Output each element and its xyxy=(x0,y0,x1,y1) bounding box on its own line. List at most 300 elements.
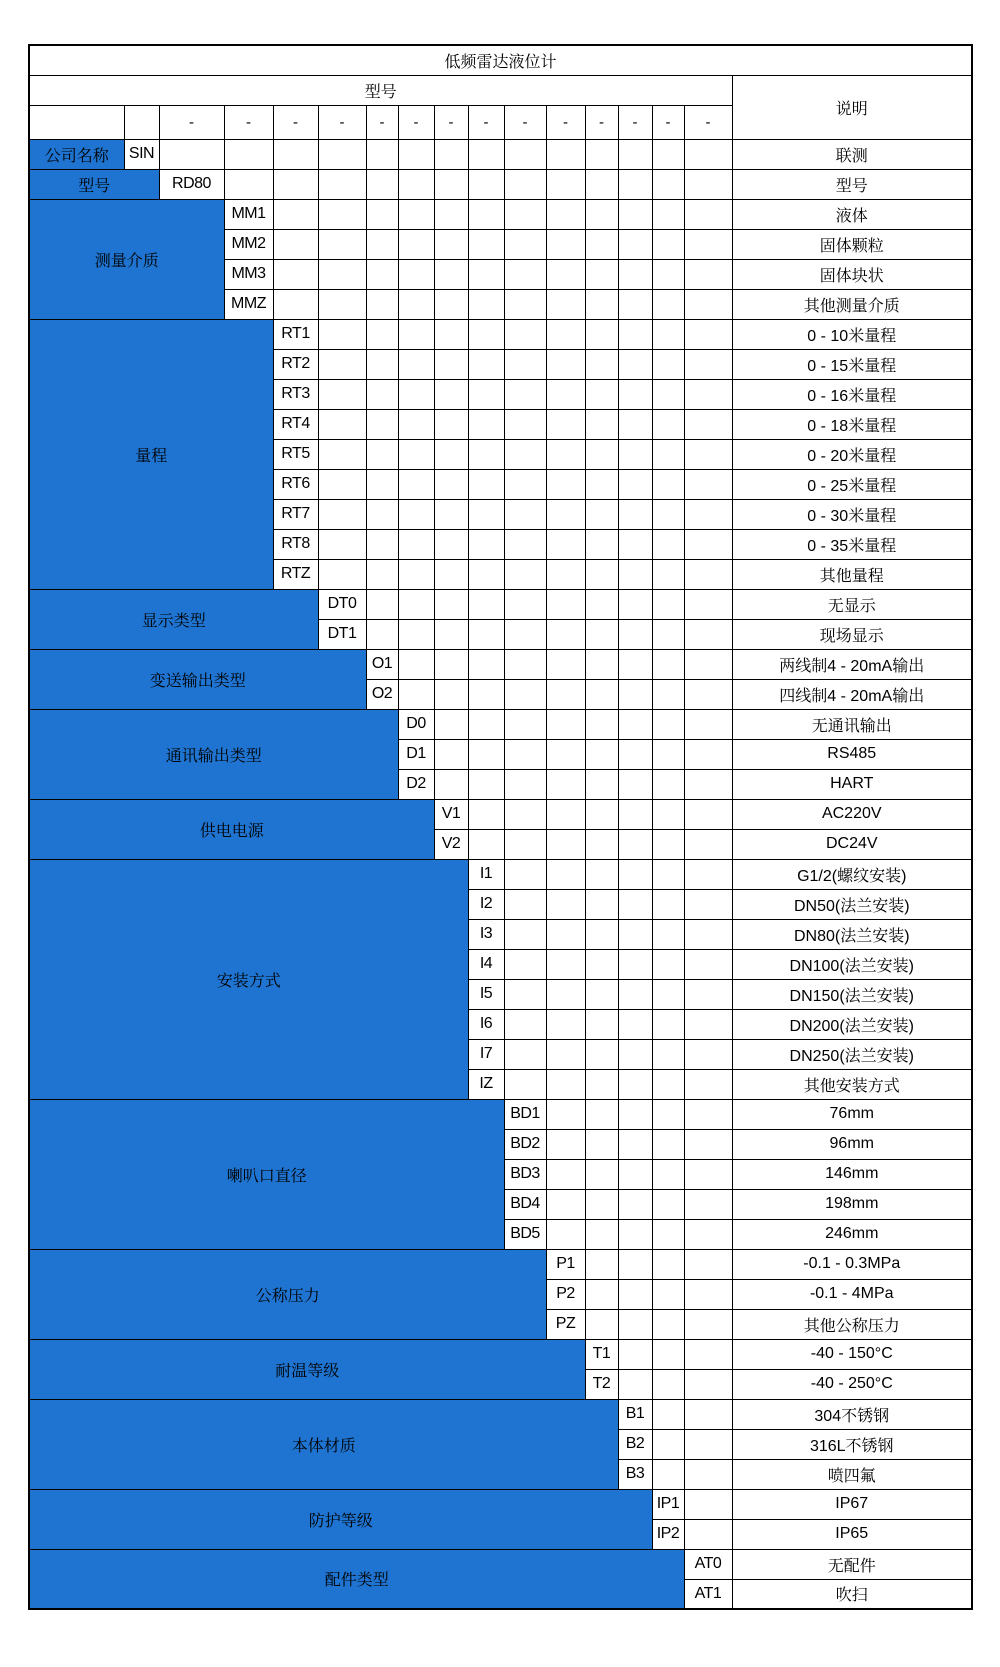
grid-cell xyxy=(684,1009,732,1039)
grid-cell xyxy=(504,259,546,289)
grid-cell xyxy=(546,1069,585,1099)
grid-cell xyxy=(504,799,546,829)
grid-cell xyxy=(684,319,732,349)
model-header: 型号 xyxy=(29,75,732,105)
grid-cell xyxy=(684,1429,732,1459)
grid-cell xyxy=(318,439,366,469)
table-row xyxy=(29,1099,972,1129)
grid-cell xyxy=(618,1279,652,1309)
description-header: 说明 xyxy=(732,75,972,139)
description-cell: 四线制4 - 20mA输出 xyxy=(732,679,972,709)
grid-cell xyxy=(618,589,652,619)
table-row xyxy=(29,1489,972,1519)
grid-cell xyxy=(468,379,504,409)
grid-cell xyxy=(504,529,546,559)
grid-cell xyxy=(585,1279,618,1309)
grid-cell xyxy=(398,619,434,649)
grid-cell xyxy=(585,229,618,259)
description-cell: 固体块状 xyxy=(732,259,972,289)
grid-cell xyxy=(468,529,504,559)
grid-cell xyxy=(684,1159,732,1189)
grid-cell xyxy=(434,409,468,439)
code-cell: I7 xyxy=(468,1039,504,1069)
grid-cell xyxy=(504,229,546,259)
description-cell: RS485 xyxy=(732,739,972,769)
grid-cell xyxy=(618,199,652,229)
grid-cell xyxy=(585,559,618,589)
grid-cell xyxy=(618,1219,652,1249)
grid-cell xyxy=(684,679,732,709)
grid-cell xyxy=(585,469,618,499)
grid-cell xyxy=(546,529,585,559)
description-cell: -40 - 250°C xyxy=(732,1369,972,1399)
grid-cell xyxy=(652,289,684,319)
grid-cell xyxy=(366,229,398,259)
grid-cell xyxy=(585,919,618,949)
grid-cell xyxy=(684,289,732,319)
grid-cell xyxy=(468,679,504,709)
code-cell: D2 xyxy=(398,769,434,799)
code-cell: I1 xyxy=(468,859,504,889)
grid-cell xyxy=(618,139,652,169)
grid-cell xyxy=(546,649,585,679)
description-cell: 316L不锈钢 xyxy=(732,1429,972,1459)
table-row xyxy=(29,799,972,829)
grid-cell xyxy=(468,439,504,469)
dash-cell: - xyxy=(159,105,224,139)
grid-cell xyxy=(546,1219,585,1249)
description-cell: DC24V xyxy=(732,829,972,859)
code-cell: D1 xyxy=(398,739,434,769)
grid-cell xyxy=(546,1159,585,1189)
grid-cell xyxy=(618,619,652,649)
grid-cell xyxy=(318,559,366,589)
code-cell: RT8 xyxy=(273,529,318,559)
description-cell: 无配件 xyxy=(732,1549,972,1579)
grid-cell xyxy=(434,259,468,289)
dash-cell: - xyxy=(684,105,732,139)
description-cell: 0 - 20米量程 xyxy=(732,439,972,469)
grid-cell xyxy=(684,709,732,739)
code-cell: IP2 xyxy=(652,1519,684,1549)
table-row xyxy=(29,139,972,169)
section-label: 量程 xyxy=(29,319,273,589)
grid-cell xyxy=(468,559,504,589)
model-header-row xyxy=(29,75,972,105)
grid-cell xyxy=(398,199,434,229)
description-cell: 液体 xyxy=(732,199,972,229)
dash-cell: - xyxy=(618,105,652,139)
description-cell: 76mm xyxy=(732,1099,972,1129)
code-cell: MMZ xyxy=(224,289,273,319)
grid-cell xyxy=(618,1069,652,1099)
dash-empty-cell xyxy=(29,105,124,139)
grid-cell xyxy=(398,529,434,559)
grid-cell xyxy=(546,949,585,979)
table-row xyxy=(29,1549,972,1579)
grid-cell xyxy=(618,559,652,589)
table-row xyxy=(29,709,972,739)
grid-cell xyxy=(366,619,398,649)
grid-cell xyxy=(434,739,468,769)
code-cell: RD80 xyxy=(159,169,224,199)
code-cell: T1 xyxy=(585,1339,618,1369)
grid-cell xyxy=(224,169,273,199)
dash-cell: - xyxy=(652,105,684,139)
grid-cell xyxy=(585,319,618,349)
grid-cell xyxy=(546,739,585,769)
grid-cell xyxy=(546,1189,585,1219)
grid-cell xyxy=(504,649,546,679)
grid-cell xyxy=(468,349,504,379)
grid-cell xyxy=(585,1069,618,1099)
grid-cell xyxy=(546,589,585,619)
grid-cell xyxy=(652,1459,684,1489)
description-cell: 0 - 30米量程 xyxy=(732,499,972,529)
grid-cell xyxy=(684,859,732,889)
grid-cell xyxy=(504,979,546,1009)
grid-cell xyxy=(398,139,434,169)
grid-cell xyxy=(318,229,366,259)
grid-cell xyxy=(434,349,468,379)
code-cell: I2 xyxy=(468,889,504,919)
grid-cell xyxy=(618,829,652,859)
grid-cell xyxy=(366,319,398,349)
description-cell: 联测 xyxy=(732,139,972,169)
grid-cell xyxy=(366,169,398,199)
grid-cell xyxy=(684,559,732,589)
grid-cell xyxy=(434,289,468,319)
grid-cell xyxy=(684,1099,732,1129)
code-cell: MM1 xyxy=(224,199,273,229)
grid-cell xyxy=(618,409,652,439)
grid-cell xyxy=(585,679,618,709)
grid-cell xyxy=(585,829,618,859)
grid-cell xyxy=(618,1129,652,1159)
grid-cell xyxy=(652,709,684,739)
section-label: 公司名称 xyxy=(29,139,124,169)
code-cell: BD4 xyxy=(504,1189,546,1219)
section-label: 安装方式 xyxy=(29,859,468,1099)
grid-cell xyxy=(273,139,318,169)
grid-cell xyxy=(618,739,652,769)
grid-cell xyxy=(652,949,684,979)
grid-cell xyxy=(546,229,585,259)
description-cell: 0 - 16米量程 xyxy=(732,379,972,409)
grid-cell xyxy=(468,829,504,859)
grid-cell xyxy=(504,739,546,769)
grid-cell xyxy=(618,229,652,259)
grid-cell xyxy=(546,829,585,859)
code-cell: P1 xyxy=(546,1249,585,1279)
grid-cell xyxy=(684,259,732,289)
grid-cell xyxy=(652,679,684,709)
grid-cell xyxy=(468,619,504,649)
grid-cell xyxy=(434,439,468,469)
grid-cell xyxy=(468,769,504,799)
grid-cell xyxy=(652,379,684,409)
table-row xyxy=(29,199,972,229)
grid-cell xyxy=(684,529,732,559)
grid-cell xyxy=(652,409,684,439)
grid-cell xyxy=(585,1309,618,1339)
grid-cell xyxy=(684,439,732,469)
grid-cell xyxy=(546,289,585,319)
code-cell: I5 xyxy=(468,979,504,1009)
description-cell: 146mm xyxy=(732,1159,972,1189)
grid-cell xyxy=(684,1369,732,1399)
code-cell: V2 xyxy=(434,829,468,859)
grid-cell xyxy=(504,709,546,739)
code-cell: IZ xyxy=(468,1069,504,1099)
grid-cell xyxy=(468,649,504,679)
code-cell: I4 xyxy=(468,949,504,979)
grid-cell xyxy=(546,799,585,829)
grid-cell xyxy=(468,739,504,769)
code-cell: O1 xyxy=(366,649,398,679)
grid-cell xyxy=(546,559,585,589)
grid-cell xyxy=(318,499,366,529)
grid-cell xyxy=(504,169,546,199)
grid-cell xyxy=(618,499,652,529)
grid-cell xyxy=(618,919,652,949)
grid-cell xyxy=(585,949,618,979)
section-label: 型号 xyxy=(29,169,159,199)
grid-cell xyxy=(504,859,546,889)
grid-cell xyxy=(585,769,618,799)
grid-cell xyxy=(618,1339,652,1369)
grid-cell xyxy=(652,649,684,679)
grid-cell xyxy=(652,799,684,829)
grid-cell xyxy=(318,169,366,199)
grid-cell xyxy=(398,169,434,199)
grid-cell xyxy=(684,1339,732,1369)
grid-cell xyxy=(546,139,585,169)
grid-cell xyxy=(652,1399,684,1429)
grid-cell xyxy=(504,499,546,529)
description-cell: 其他公称压力 xyxy=(732,1309,972,1339)
code-cell: AT1 xyxy=(684,1579,732,1609)
code-cell: RT7 xyxy=(273,499,318,529)
grid-cell xyxy=(652,1429,684,1459)
grid-cell xyxy=(585,799,618,829)
grid-cell xyxy=(468,409,504,439)
description-cell: 无显示 xyxy=(732,589,972,619)
code-cell: SIN xyxy=(124,139,159,169)
grid-cell xyxy=(684,409,732,439)
grid-cell xyxy=(684,1309,732,1339)
grid-cell xyxy=(398,499,434,529)
grid-cell xyxy=(618,469,652,499)
grid-cell xyxy=(618,709,652,739)
grid-cell xyxy=(618,979,652,1009)
grid-cell xyxy=(684,1519,732,1549)
grid-cell xyxy=(504,619,546,649)
grid-cell xyxy=(618,1189,652,1219)
grid-cell xyxy=(366,139,398,169)
code-cell: IP1 xyxy=(652,1489,684,1519)
section-label: 公称压力 xyxy=(29,1249,546,1339)
grid-cell xyxy=(504,1069,546,1099)
grid-cell xyxy=(318,259,366,289)
grid-cell xyxy=(546,259,585,289)
grid-cell xyxy=(398,469,434,499)
section-label: 喇叭口直径 xyxy=(29,1099,504,1249)
grid-cell xyxy=(652,439,684,469)
grid-cell xyxy=(684,229,732,259)
section-label: 耐温等级 xyxy=(29,1339,585,1399)
grid-cell xyxy=(546,889,585,919)
description-cell: DN250(法兰安装) xyxy=(732,1039,972,1069)
grid-cell xyxy=(652,169,684,199)
grid-cell xyxy=(434,499,468,529)
grid-cell xyxy=(434,139,468,169)
grid-cell xyxy=(684,1489,732,1519)
grid-cell xyxy=(684,1399,732,1429)
code-cell: BD3 xyxy=(504,1159,546,1189)
section-label: 测量介质 xyxy=(29,199,224,319)
grid-cell xyxy=(684,649,732,679)
grid-cell xyxy=(546,169,585,199)
code-cell: RT1 xyxy=(273,319,318,349)
grid-cell xyxy=(366,259,398,289)
grid-cell xyxy=(618,649,652,679)
grid-cell xyxy=(618,1249,652,1279)
code-cell: BD2 xyxy=(504,1129,546,1159)
description-cell: -0.1 - 0.3MPa xyxy=(732,1249,972,1279)
grid-cell xyxy=(652,1279,684,1309)
grid-cell xyxy=(618,529,652,559)
grid-cell xyxy=(366,199,398,229)
grid-cell xyxy=(434,229,468,259)
grid-cell xyxy=(159,139,224,169)
grid-cell xyxy=(398,259,434,289)
grid-cell xyxy=(618,439,652,469)
dash-cell: - xyxy=(224,105,273,139)
dash-cell: - xyxy=(585,105,618,139)
description-cell: 现场显示 xyxy=(732,619,972,649)
code-cell: MM2 xyxy=(224,229,273,259)
grid-cell xyxy=(546,769,585,799)
grid-cell xyxy=(366,349,398,379)
grid-cell xyxy=(652,529,684,559)
grid-cell xyxy=(618,1039,652,1069)
grid-cell xyxy=(504,319,546,349)
dash-cell: - xyxy=(318,105,366,139)
description-cell: 246mm xyxy=(732,1219,972,1249)
grid-cell xyxy=(618,1309,652,1339)
code-cell: T2 xyxy=(585,1369,618,1399)
grid-cell xyxy=(504,769,546,799)
grid-cell xyxy=(585,1099,618,1129)
section-label: 显示类型 xyxy=(29,589,318,649)
grid-cell xyxy=(652,319,684,349)
code-cell: RT4 xyxy=(273,409,318,439)
table-row xyxy=(29,319,972,349)
grid-cell xyxy=(585,1219,618,1249)
description-cell: 96mm xyxy=(732,1129,972,1159)
grid-cell xyxy=(684,979,732,1009)
dash-cell: - xyxy=(398,105,434,139)
grid-cell xyxy=(585,199,618,229)
grid-cell xyxy=(318,469,366,499)
grid-cell xyxy=(318,139,366,169)
grid-cell xyxy=(504,589,546,619)
grid-cell xyxy=(318,349,366,379)
grid-cell xyxy=(398,649,434,679)
grid-cell xyxy=(546,619,585,649)
grid-cell xyxy=(434,319,468,349)
grid-cell xyxy=(468,229,504,259)
grid-cell xyxy=(618,349,652,379)
grid-cell xyxy=(684,1219,732,1249)
code-cell: I3 xyxy=(468,919,504,949)
grid-cell xyxy=(618,859,652,889)
description-cell: DN200(法兰安装) xyxy=(732,1009,972,1039)
description-cell: 其他测量介质 xyxy=(732,289,972,319)
grid-cell xyxy=(468,199,504,229)
grid-cell xyxy=(585,619,618,649)
dash-cell: - xyxy=(468,105,504,139)
grid-cell xyxy=(398,679,434,709)
grid-cell xyxy=(504,139,546,169)
grid-cell xyxy=(366,499,398,529)
grid-cell xyxy=(504,289,546,319)
grid-cell xyxy=(652,769,684,799)
grid-cell xyxy=(585,979,618,1009)
description-cell: 固体颗粒 xyxy=(732,229,972,259)
grid-cell xyxy=(585,649,618,679)
grid-cell xyxy=(366,289,398,319)
grid-cell xyxy=(585,739,618,769)
description-cell: -0.1 - 4MPa xyxy=(732,1279,972,1309)
grid-cell xyxy=(618,289,652,319)
grid-cell xyxy=(684,889,732,919)
description-cell: 198mm xyxy=(732,1189,972,1219)
grid-cell xyxy=(273,169,318,199)
section-label: 通讯输出类型 xyxy=(29,709,398,799)
grid-cell xyxy=(585,439,618,469)
grid-cell xyxy=(504,949,546,979)
grid-cell xyxy=(585,289,618,319)
grid-cell xyxy=(546,199,585,229)
grid-cell xyxy=(585,889,618,919)
grid-cell xyxy=(618,799,652,829)
grid-cell xyxy=(546,859,585,889)
grid-cell xyxy=(684,1279,732,1309)
grid-cell xyxy=(504,379,546,409)
dash-cell: - xyxy=(504,105,546,139)
grid-cell xyxy=(504,1009,546,1039)
code-cell: RT6 xyxy=(273,469,318,499)
grid-cell xyxy=(618,1159,652,1189)
grid-cell xyxy=(468,709,504,739)
grid-cell xyxy=(618,769,652,799)
description-cell: 0 - 25米量程 xyxy=(732,469,972,499)
page-title: 低频雷达液位计 xyxy=(29,45,972,75)
grid-cell xyxy=(504,409,546,439)
description-cell: 0 - 18米量程 xyxy=(732,409,972,439)
grid-cell xyxy=(504,1039,546,1069)
grid-cell xyxy=(618,259,652,289)
grid-cell xyxy=(684,169,732,199)
table-row xyxy=(29,649,972,679)
code-cell: BD5 xyxy=(504,1219,546,1249)
grid-cell xyxy=(434,379,468,409)
grid-cell xyxy=(585,709,618,739)
grid-cell xyxy=(546,319,585,349)
grid-cell xyxy=(318,379,366,409)
